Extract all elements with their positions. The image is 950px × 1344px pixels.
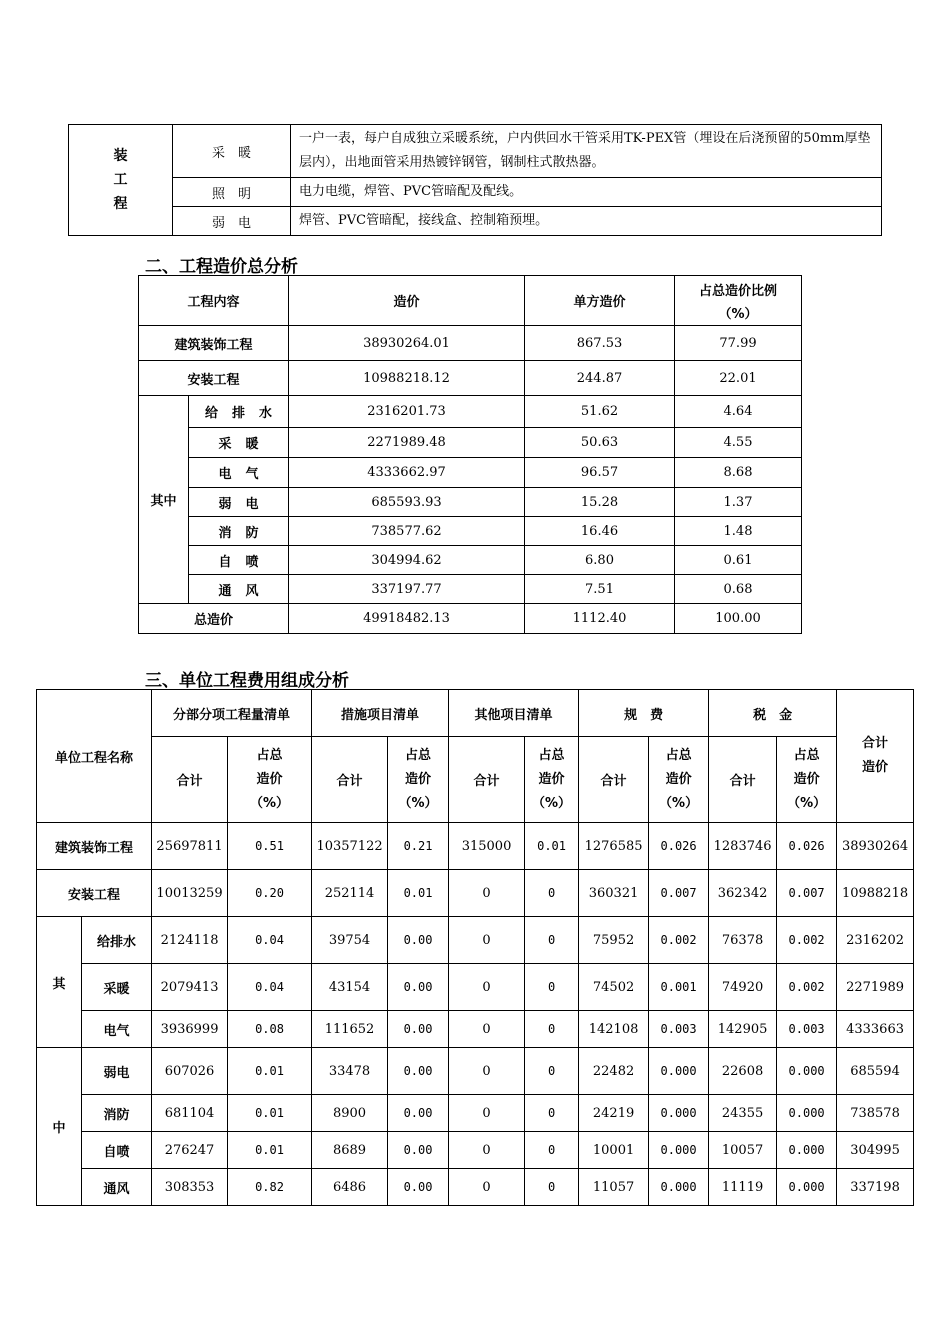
row-unit-cost: 867.53 [525,326,675,361]
row-cost: 10988218.12 [289,361,525,396]
amount-cell: 252114 [312,870,388,917]
amount-cell: 308353 [152,1169,228,1206]
ratio-l2: 造价 [793,771,820,787]
row-cost: 685593.93 [289,488,525,517]
cost-summary-table [138,275,802,634]
ratio-cell: 0.026 [777,823,837,870]
amount-cell: 11057 [579,1169,649,1206]
header-group: 分部分项工程量清单 [152,690,312,737]
amount-cell: 0 [449,870,525,917]
ratio-cell: 0.04 [228,964,312,1011]
row-cost: 4333662.97 [289,458,525,488]
amount-cell: 3936999 [152,1011,228,1048]
row-description: 焊管、PVC管暗配，接线盒、控制箱预埋。 [291,207,882,236]
header-total [837,690,914,823]
header-cost: 造价 [289,276,525,326]
header-ratio [525,737,579,823]
table-row [37,964,914,1011]
row-ratio: 4.64 [675,396,802,428]
ratio-cell: 0.01 [228,1132,312,1169]
table-row [139,361,802,396]
ratio-cell: 0.000 [777,1095,837,1132]
row-unit-cost: 6.80 [525,546,675,575]
ratio-l3: （%） [659,795,699,811]
ratio-cell: 0.002 [777,917,837,964]
row-unit-cost: 50.63 [525,428,675,458]
ratio-cell: 0.20 [228,870,312,917]
row-ratio: 0.68 [675,575,802,604]
amount-cell: 0 [449,1095,525,1132]
ratio-cell: 0 [525,917,579,964]
amount-cell: 76378 [709,917,777,964]
ratio-l2: 造价 [538,771,565,787]
amount-cell: 22482 [579,1048,649,1095]
amount-cell: 607026 [152,1048,228,1095]
row-ratio: 77.99 [675,326,802,361]
amount-cell: 6486 [312,1169,388,1206]
ratio-l2: 造价 [256,771,283,787]
header-group: 措施项目清单 [312,690,449,737]
ratio-l2: 造价 [665,771,692,787]
ratio-l3: （%） [787,795,827,811]
sub-group-label: 其中 [139,396,189,604]
amount-cell: 43154 [312,964,388,1011]
table-row [139,326,802,361]
row-name: 给排水 [82,917,152,964]
ratio-l2: 造价 [405,771,432,787]
table-row [37,917,914,964]
row-unit-cost: 1112.40 [525,604,675,634]
amount-cell: 10357122 [312,823,388,870]
ratio-cell: 0.000 [777,1169,837,1206]
header-ratio [228,737,312,823]
header-sum: 合计 [579,737,649,823]
row-cost: 337197.77 [289,575,525,604]
ratio-cell: 0.00 [388,964,449,1011]
row-name: 建筑装饰工程 [37,823,152,870]
row-name: 消防 [189,517,289,546]
row-ratio: 1.48 [675,517,802,546]
row-name: 总造价 [139,604,289,634]
amount-cell: 1283746 [709,823,777,870]
header-group: 规 费 [579,690,709,737]
header-group: 税 金 [709,690,837,737]
ratio-cell: 0.51 [228,823,312,870]
amount-cell: 315000 [449,823,525,870]
ratio-cell: 0.026 [649,823,709,870]
amount-cell: 2124118 [152,917,228,964]
ratio-l1: 占总 [665,747,692,763]
row-ratio: 22.01 [675,361,802,396]
row-unit-cost: 16.46 [525,517,675,546]
header-unit-name: 单位工程名称 [37,690,152,823]
table-row [139,458,802,488]
row-name: 建筑装饰工程 [139,326,289,361]
table-row [139,517,802,546]
amount-cell: 304995 [837,1132,914,1169]
amount-cell: 276247 [152,1132,228,1169]
amount-cell: 337198 [837,1169,914,1206]
row-ratio: 1.37 [675,488,802,517]
row-unit-cost: 96.57 [525,458,675,488]
amount-cell: 2271989 [837,964,914,1011]
row-label: 采 暖 [173,125,291,178]
row-unit-cost: 7.51 [525,575,675,604]
row-name: 自喷 [82,1132,152,1169]
table-row [139,396,802,428]
amount-cell: 8900 [312,1095,388,1132]
header-unit-cost: 单方造价 [525,276,675,326]
row-ratio: 8.68 [675,458,802,488]
table-row [139,488,802,517]
amount-cell: 74502 [579,964,649,1011]
ratio-cell: 0.00 [388,1169,449,1206]
amount-cell: 10001 [579,1132,649,1169]
ratio-cell: 0.000 [777,1048,837,1095]
ratio-cell: 0.000 [777,1132,837,1169]
amount-cell: 142905 [709,1011,777,1048]
row-ratio: 4.55 [675,428,802,458]
ratio-cell: 0.000 [649,1169,709,1206]
amount-cell: 75952 [579,917,649,964]
amount-cell: 24219 [579,1095,649,1132]
ratio-cell: 0 [525,1132,579,1169]
row-unit-cost: 15.28 [525,488,675,517]
install-scope-table [68,124,882,236]
amount-cell: 0 [449,1011,525,1048]
ratio-cell: 0 [525,964,579,1011]
row-name: 采暖 [189,428,289,458]
amount-cell: 10988218 [837,870,914,917]
ratio-l1: 占总 [538,747,565,763]
ratio-cell: 0.00 [388,1011,449,1048]
row-name: 弱电 [189,488,289,517]
ratio-cell: 0.00 [388,1048,449,1095]
row-name: 弱电 [82,1048,152,1095]
row-name: 电气 [189,458,289,488]
row-name: 安装工程 [139,361,289,396]
ratio-l1: 占总 [256,747,283,763]
table-row [37,1095,914,1132]
amount-cell: 142108 [579,1011,649,1048]
row-cost: 2271989.48 [289,428,525,458]
header-ratio [388,737,449,823]
ratio-cell: 0.04 [228,917,312,964]
section-label [69,125,173,236]
amount-cell: 33478 [312,1048,388,1095]
table-row [37,1011,914,1048]
ratio-cell: 0.000 [649,1048,709,1095]
ratio-cell: 0.003 [777,1011,837,1048]
ratio-cell: 0.00 [388,1095,449,1132]
amount-cell: 0 [449,1169,525,1206]
ratio-cell: 0 [525,1095,579,1132]
section-label-char: 工 [113,172,128,188]
row-ratio: 100.00 [675,604,802,634]
header-ratio-line1: 占总造价比例 [699,283,778,299]
header-sum: 合计 [312,737,388,823]
amount-cell: 0 [449,964,525,1011]
row-description: 一户一表，每户自成独立采暖系统，户内供回水干管采用TK-PEX管（埋设在后浇预留的50mm厚垫层内），出地面管采用热镀锌钢管，钢制柱式散热器。 [291,125,882,178]
ratio-cell: 0.00 [388,917,449,964]
row-cost: 2316201.73 [289,396,525,428]
group-label: 中 [37,1048,82,1206]
amount-cell: 8689 [312,1132,388,1169]
header-ratio [675,276,802,326]
ratio-l3: （%） [250,795,290,811]
group-label: 其 [37,917,82,1048]
amount-cell: 4333663 [837,1011,914,1048]
amount-cell: 738578 [837,1095,914,1132]
row-description: 电力电缆，焊管、PVC管暗配及配线。 [291,178,882,207]
row-label: 弱 电 [173,207,291,236]
section3-title: 三、单位工程费用组成分析 [145,671,349,691]
header-ratio [649,737,709,823]
ratio-l3: （%） [532,795,572,811]
amount-cell: 360321 [579,870,649,917]
table-row-total [139,604,802,634]
table-row [139,546,802,575]
ratio-cell: 0 [525,1011,579,1048]
ratio-l3: （%） [398,795,438,811]
amount-cell: 2079413 [152,964,228,1011]
row-name: 安装工程 [37,870,152,917]
row-name: 通风 [82,1169,152,1206]
amount-cell: 685594 [837,1048,914,1095]
row-name: 给排水 [189,396,289,428]
amount-cell: 362342 [709,870,777,917]
row-cost: 304994.62 [289,546,525,575]
cost-composition-table [36,689,914,1206]
amount-cell: 39754 [312,917,388,964]
ratio-cell: 0.82 [228,1169,312,1206]
section2-title: 二、工程造价总分析 [145,257,298,277]
ratio-cell: 0 [525,1169,579,1206]
row-name: 电气 [82,1011,152,1048]
ratio-cell: 0.08 [228,1011,312,1048]
header-ratio [777,737,837,823]
row-cost: 38930264.01 [289,326,525,361]
amount-cell: 24355 [709,1095,777,1132]
ratio-cell: 0.002 [777,964,837,1011]
ratio-cell: 0.000 [649,1095,709,1132]
ratio-cell: 0.01 [228,1095,312,1132]
amount-cell: 2316202 [837,917,914,964]
ratio-cell: 0.007 [777,870,837,917]
ratio-cell: 0.01 [228,1048,312,1095]
ratio-cell: 0 [525,870,579,917]
table-row [37,823,914,870]
row-unit-cost: 244.87 [525,361,675,396]
ratio-cell: 0.001 [649,964,709,1011]
amount-cell: 25697811 [152,823,228,870]
header-sum: 合计 [152,737,228,823]
table-row [139,575,802,604]
header-content: 工程内容 [139,276,289,326]
row-ratio: 0.61 [675,546,802,575]
ratio-cell: 0.000 [649,1132,709,1169]
row-name: 消防 [82,1095,152,1132]
header-sum: 合计 [449,737,525,823]
amount-cell: 74920 [709,964,777,1011]
ratio-cell: 0 [525,1048,579,1095]
ratio-cell: 0.002 [649,917,709,964]
ratio-cell: 0.00 [388,1132,449,1169]
amount-cell: 1276585 [579,823,649,870]
table-row [37,1048,914,1095]
amount-cell: 681104 [152,1095,228,1132]
amount-cell: 10013259 [152,870,228,917]
row-unit-cost: 51.62 [525,396,675,428]
table-row [139,428,802,458]
header-group: 其他项目清单 [449,690,579,737]
row-cost: 738577.62 [289,517,525,546]
table-row [37,1132,914,1169]
row-name: 通风 [189,575,289,604]
table-row [37,870,914,917]
row-name: 采暖 [82,964,152,1011]
ratio-l1: 占总 [405,747,432,763]
amount-cell: 0 [449,1132,525,1169]
row-name: 自喷 [189,546,289,575]
amount-cell: 38930264 [837,823,914,870]
header-total-line2: 造价 [862,760,889,775]
header-total-line1: 合计 [862,736,889,751]
ratio-cell: 0.003 [649,1011,709,1048]
header-sum: 合计 [709,737,777,823]
amount-cell: 0 [449,917,525,964]
ratio-cell: 0.01 [525,823,579,870]
table-row [37,1169,914,1206]
ratio-l1: 占总 [793,747,820,763]
row-cost: 49918482.13 [289,604,525,634]
section-label-char: 装 [113,148,128,164]
amount-cell: 0 [449,1048,525,1095]
row-label: 照 明 [173,178,291,207]
amount-cell: 22608 [709,1048,777,1095]
amount-cell: 10057 [709,1132,777,1169]
amount-cell: 11119 [709,1169,777,1206]
amount-cell: 111652 [312,1011,388,1048]
section-label-char: 程 [113,196,128,212]
ratio-cell: 0.007 [649,870,709,917]
header-ratio-line2: （%） [718,306,758,322]
ratio-cell: 0.21 [388,823,449,870]
ratio-cell: 0.01 [388,870,449,917]
